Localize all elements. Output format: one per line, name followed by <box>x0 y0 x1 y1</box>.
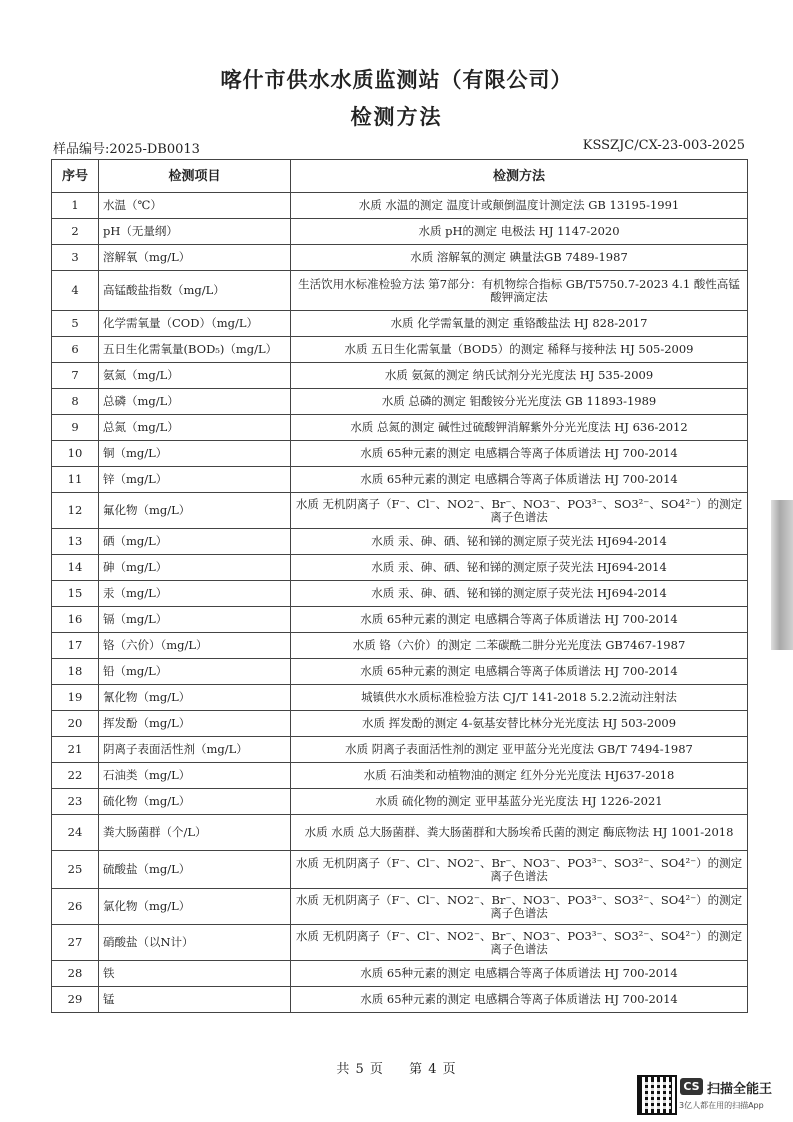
table-row <box>52 219 748 245</box>
table-row <box>52 529 748 555</box>
row-method: 水质 石油类和动植物油的测定 红外分光光度法 HJ637-2018 <box>291 763 748 789</box>
table-body <box>52 193 748 1013</box>
row-item: 石油类（mg/L） <box>99 763 291 789</box>
row-method: 水质 65种元素的测定 电感耦合等离子体质谱法 HJ 700-2014 <box>291 961 748 987</box>
row-method: 水质 溶解氧的测定 碘量法GB 7489-1987 <box>291 245 748 271</box>
row-number: 26 <box>52 889 99 925</box>
row-method: 水质 总磷的测定 钼酸铵分光光度法 GB 11893-1989 <box>291 389 748 415</box>
row-method: 水质 无机阴离子（F⁻、Cl⁻、NO2⁻、Br⁻、NO3⁻、PO3³⁻、SO3²⁻、SO4²⁻）的测定 离子色谱法 <box>291 889 748 925</box>
row-number: 2 <box>52 219 99 245</box>
row-method: 水质 65种元素的测定 电感耦合等离子体质谱法 HJ 700-2014 <box>291 987 748 1013</box>
row-number: 4 <box>52 271 99 311</box>
page-subtitle: 检测方法 <box>350 105 443 129</box>
row-item: 硒（mg/L） <box>99 529 291 555</box>
row-number: 29 <box>52 987 99 1013</box>
row-number: 15 <box>52 581 99 607</box>
row-number: 6 <box>52 337 99 363</box>
row-method: 水质 五日生化需氧量（BOD5）的测定 稀释与接种法 HJ 505-2009 <box>291 337 748 363</box>
methods-table <box>51 159 748 1013</box>
row-method: 水质 无机阴离子（F⁻、Cl⁻、NO2⁻、Br⁻、NO3⁻、PO3³⁻、SO3²⁻、SO4²⁻）的测定 离子色谱法 <box>291 493 748 529</box>
row-number: 11 <box>52 467 99 493</box>
row-method: 水质 无机阴离子（F⁻、Cl⁻、NO2⁻、Br⁻、NO3⁻、PO3³⁻、SO3²⁻、SO4²⁻）的测定 离子色谱法 <box>291 925 748 961</box>
table-row <box>52 581 748 607</box>
table-row <box>52 415 748 441</box>
current-page: 第 4 页 <box>409 1062 457 1077</box>
table-header-row <box>52 160 748 193</box>
table-row <box>52 607 748 633</box>
row-number: 16 <box>52 607 99 633</box>
table-row <box>52 245 748 271</box>
row-item: 阴离子表面活性剂（mg/L） <box>99 737 291 763</box>
row-item: 铬（六价）（mg/L） <box>99 633 291 659</box>
row-item: 氨氮（mg/L） <box>99 363 291 389</box>
table-row <box>52 789 748 815</box>
row-item: 锌（mg/L） <box>99 467 291 493</box>
row-item: 化学需氧量（COD）（mg/L） <box>99 311 291 337</box>
total-pages: 共 5 页 <box>336 1062 384 1077</box>
row-number: 3 <box>52 245 99 271</box>
row-method: 水质 化学需氧量的测定 重铬酸盐法 HJ 828-2017 <box>291 311 748 337</box>
row-number: 24 <box>52 815 99 851</box>
table-row <box>52 337 748 363</box>
row-item: 铜（mg/L） <box>99 441 291 467</box>
row-number: 13 <box>52 529 99 555</box>
row-method: 水质 阴离子表面活性剂的测定 亚甲蓝分光光度法 GB/T 7494-1987 <box>291 737 748 763</box>
table-row <box>52 389 748 415</box>
camscanner-logo-icon: CS <box>680 1078 703 1095</box>
row-method: 水质 65种元素的测定 电感耦合等离子体质谱法 HJ 700-2014 <box>291 441 748 467</box>
table-row <box>52 555 748 581</box>
row-method: 水质 汞、砷、硒、铋和锑的测定原子荧光法 HJ694-2014 <box>291 555 748 581</box>
row-number: 20 <box>52 711 99 737</box>
row-method: 水质 总氮的测定 碱性过硫酸钾消解紫外分光光度法 HJ 636-2012 <box>291 415 748 441</box>
table-row <box>52 987 748 1013</box>
row-method: 水质 汞、砷、硒、铋和锑的测定原子荧光法 HJ694-2014 <box>291 529 748 555</box>
row-item: 总磷（mg/L） <box>99 389 291 415</box>
row-item: 氰化物（mg/L） <box>99 685 291 711</box>
row-item: 粪大肠菌群（个/L） <box>99 815 291 851</box>
row-item: 溶解氧（mg/L） <box>99 245 291 271</box>
row-number: 23 <box>52 789 99 815</box>
row-method: 水质 水温的测定 温度计或颠倒温度计测定法 GB 13195-1991 <box>291 193 748 219</box>
table-row <box>52 961 748 987</box>
row-number: 27 <box>52 925 99 961</box>
scanner-app-name: 扫描全能王 <box>707 1082 773 1097</box>
row-item: pH（无量纲） <box>99 219 291 245</box>
row-item: 高锰酸盐指数（mg/L） <box>99 271 291 311</box>
table-row <box>52 493 748 529</box>
row-item: 氯化物（mg/L） <box>99 889 291 925</box>
row-item: 锰 <box>99 987 291 1013</box>
row-number: 18 <box>52 659 99 685</box>
row-item: 挥发酚（mg/L） <box>99 711 291 737</box>
row-method: 水质 65种元素的测定 电感耦合等离子体质谱法 HJ 700-2014 <box>291 467 748 493</box>
table-row <box>52 441 748 467</box>
header-no: 序号 <box>52 160 99 193</box>
row-item: 镉（mg/L） <box>99 607 291 633</box>
row-method: 水质 硫化物的测定 亚甲基蓝分光光度法 HJ 1226-2021 <box>291 789 748 815</box>
row-number: 7 <box>52 363 99 389</box>
row-number: 25 <box>52 851 99 889</box>
row-method: 水质 65种元素的测定 电感耦合等离子体质谱法 HJ 700-2014 <box>291 607 748 633</box>
row-method: 水质 pH的测定 电极法 HJ 1147-2020 <box>291 219 748 245</box>
table-row <box>52 467 748 493</box>
sample-number: 样品编号:2025-DB0013 <box>53 142 200 157</box>
row-method: 水质 水质 总大肠菌群、粪大肠菌群和大肠埃希氏菌的测定 酶底物法 HJ 1001-2018 <box>291 815 748 851</box>
qr-code-icon <box>637 1075 677 1115</box>
row-item: 硫酸盐（mg/L） <box>99 851 291 889</box>
table-row <box>52 889 748 925</box>
row-method: 水质 铬（六价）的测定 二苯碳酰二肼分光光度法 GB7467-1987 <box>291 633 748 659</box>
row-item: 砷（mg/L） <box>99 555 291 581</box>
row-number: 19 <box>52 685 99 711</box>
table-row <box>52 711 748 737</box>
table-row <box>52 851 748 889</box>
row-method: 城镇供水水质标准检验方法 CJ/T 141-2018 5.2.2流动注射法 <box>291 685 748 711</box>
row-number: 12 <box>52 493 99 529</box>
row-item: 汞（mg/L） <box>99 581 291 607</box>
table-row <box>52 815 748 851</box>
row-item: 总氮（mg/L） <box>99 415 291 441</box>
row-number: 5 <box>52 311 99 337</box>
row-number: 9 <box>52 415 99 441</box>
header-item: 检测项目 <box>99 160 291 193</box>
row-number: 1 <box>52 193 99 219</box>
row-method: 水质 无机阴离子（F⁻、Cl⁻、NO2⁻、Br⁻、NO3⁻、PO3³⁻、SO3²⁻、SO4²⁻）的测定 离子色谱法 <box>291 851 748 889</box>
header-method: 检测方法 <box>291 160 748 193</box>
table-row <box>52 737 748 763</box>
row-number: 10 <box>52 441 99 467</box>
table-row <box>52 271 748 311</box>
row-item: 水温（℃） <box>99 193 291 219</box>
row-number: 14 <box>52 555 99 581</box>
scanner-tagline: 3亿人都在用的扫描App <box>679 1101 764 1110</box>
seam-stamp <box>771 500 793 650</box>
row-method: 水质 氨氮的测定 纳氏试剂分光光度法 HJ 535-2009 <box>291 363 748 389</box>
row-number: 22 <box>52 763 99 789</box>
row-item: 硝酸盐（以N计） <box>99 925 291 961</box>
page-title: 喀什市供水水质监测站（有限公司） <box>220 68 573 92</box>
row-item: 铅（mg/L） <box>99 659 291 685</box>
document-code: KSSZJC/CX-23-003-2025 <box>582 138 745 153</box>
row-item: 五日生化需氧量(BOD₅)（mg/L） <box>99 337 291 363</box>
row-method: 水质 挥发酚的测定 4-氨基安替比林分光光度法 HJ 503-2009 <box>291 711 748 737</box>
row-number: 8 <box>52 389 99 415</box>
table-row <box>52 363 748 389</box>
row-method: 水质 65种元素的测定 电感耦合等离子体质谱法 HJ 700-2014 <box>291 659 748 685</box>
row-number: 17 <box>52 633 99 659</box>
row-method: 生活饮用水标准检验方法 第7部分：有机物综合指标 GB/T5750.7-2023 4.1 酸性高锰酸钾滴定法 <box>291 271 748 311</box>
row-item: 铁 <box>99 961 291 987</box>
row-number: 21 <box>52 737 99 763</box>
table-row <box>52 193 748 219</box>
row-method: 水质 汞、砷、硒、铋和锑的测定原子荧光法 HJ694-2014 <box>291 581 748 607</box>
table-row <box>52 659 748 685</box>
row-item: 硫化物（mg/L） <box>99 789 291 815</box>
table-row <box>52 925 748 961</box>
table-row <box>52 311 748 337</box>
row-item: 氟化物（mg/L） <box>99 493 291 529</box>
table-row <box>52 633 748 659</box>
row-number: 28 <box>52 961 99 987</box>
table-row <box>52 763 748 789</box>
table-row <box>52 685 748 711</box>
